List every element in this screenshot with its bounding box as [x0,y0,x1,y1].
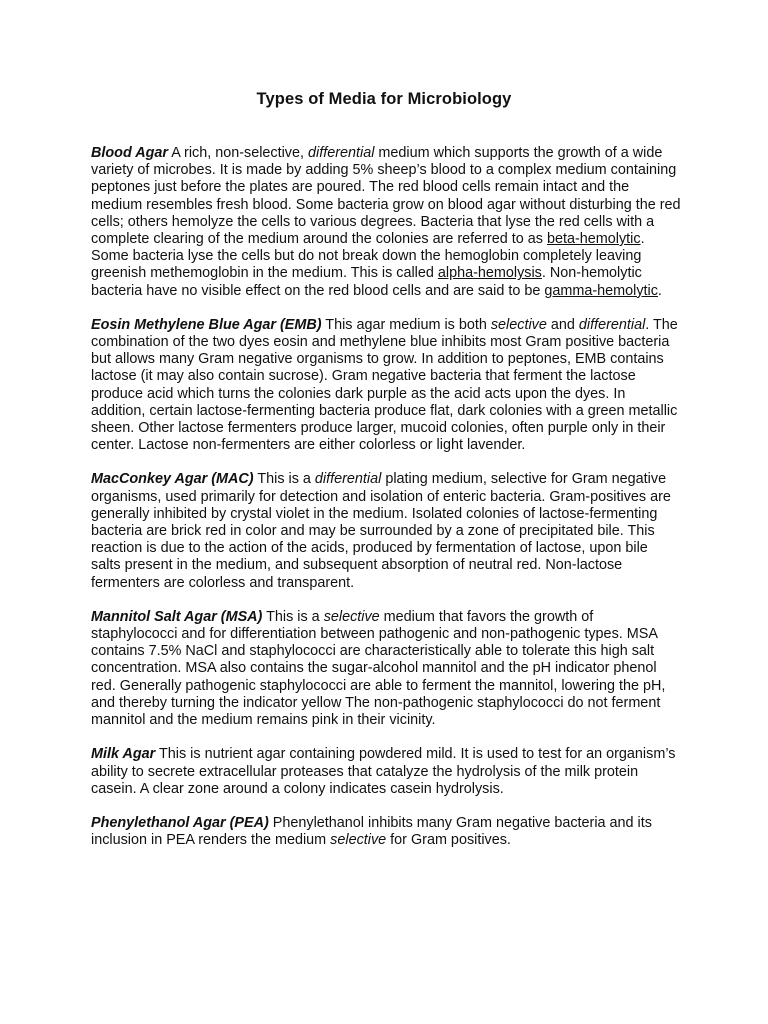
body-text: This agar medium is both [321,316,491,333]
section-term: Milk Agar [91,746,156,763]
body-text: . [657,282,662,299]
body-text: plating medium, selective for Gram negative organisms, used primarily for detection and isolation of enteric bacteria. Gram-positives are generally inhibited by crystal violet in the medium. Isolated colonies of lactose-fermenting bacteria are brick red in color and may be surrounded by a zone of precipitated bile. This reaction is due to the action of the acids, produced by fermentation of lactose, upon bile salts present in the medium, and subsequent absorption of neutral red. Non-lactose fermenters are colorless and transparent. [91,471,671,591]
emphasized-term: selective [330,832,387,849]
body-text: This is nutrient agar containing powdered mild. It is used to test for an organism’s ability to secrete extracellular proteases that catalyze the hydrolysis of the milk protein casein. A clear zone around a colony indicates casein hydrolysis. [91,746,676,797]
body-text: medium that favors the growth of staphylococci and for differentiation between pathogenic and non-pathogenic types. MSA contains 7.5% NaCl and staphylococci are characteristically able to tolerate this high salt concentration. MSA also contains the sugar-alcohol mannitol and the pH indicator phenol red. Generally pathogenic staphylococci are able to ferment the mannitol, lowering the pH, and thereby turning the indicator yellow The non-pathogenic staphylococci do not ferment mannitol and the medium remains pink in their vicinity. [91,608,666,729]
body-text: Phenylethanol inhibits many Gram negative bacteria and its inclusion in PEA renders the medium [91,814,652,849]
page-title: Types of Media for Microbiology [256,90,512,108]
section-milk-agar [91,746,681,798]
body-text: A rich, non-selective, [168,145,308,161]
document-body [91,145,681,866]
body-text: This is a [253,471,315,488]
body-text: . The combination of the two dyes eosin and methylene blue inhibits most Gram positive bacteria but allows many Gram negative organisms to grow. In addition to peptones, EMB contains lactose (it may also contain sucrose). Gram negative bacteria that ferment the lactose produce acid which turns the colonies dark purple as the acid acts upon the dyes. In addition, certain lactose-fermenting bacteria produce flat, dark colonies with a green metallic sheen. Other lactose fermenters produce larger, mucoid colonies, often purple only in their center. Lactose non-fermenters are either colorless or light lavender. [91,316,678,454]
body-text: This is a [262,608,324,625]
section-term: MacConkey Agar (MAC) [91,471,254,488]
body-text: and [546,316,579,333]
section-term: Mannitol Salt Agar (MSA) [91,608,263,625]
emphasized-term: selective [323,608,380,625]
emphasized-term: differential [578,316,646,333]
underlined-term: beta-hemolytic [546,231,641,248]
section-blood-agar [91,145,681,300]
emphasized-term: selective [490,316,547,333]
section-term: Blood Agar [91,145,169,161]
emphasized-term: differential [314,471,382,488]
underlined-term: gamma-hemolytic [544,282,658,299]
body-text: medium which supports the growth of a wide variety of microbes. It is made by adding 5% sheep’s blood to a complex medium containing peptones just before the plates are poured. The red blood cells remain intact and the medium resembles fresh blood. Some bacteria grow on blood agar without disturbing the red cells; others hemolyze the cells to various degrees. Bacteria that lyse the red cells with a complete clearing of the medium around the colonies are referred to as [91,145,681,248]
body-text: . Some bacteria lyse the cells but do not break down the hemoglobin completely leaving greenish methemoglobin in the medium. This is called [91,231,645,282]
section-term: Eosin Methylene Blue Agar (EMB) [91,316,322,333]
emphasized-term: differential [308,145,375,161]
section-mac [91,471,681,591]
underlined-term: alpha-hemolysis [437,265,542,282]
body-text: . Non-hemolytic bacteria have no visible effect on the red blood cells and are said to be [91,265,642,299]
section-msa [91,609,681,729]
body-text: for Gram positives. [386,832,511,849]
section-pea [91,815,681,849]
section-term: Phenylethanol Agar (PEA) [91,814,269,831]
section-emb [91,317,681,455]
